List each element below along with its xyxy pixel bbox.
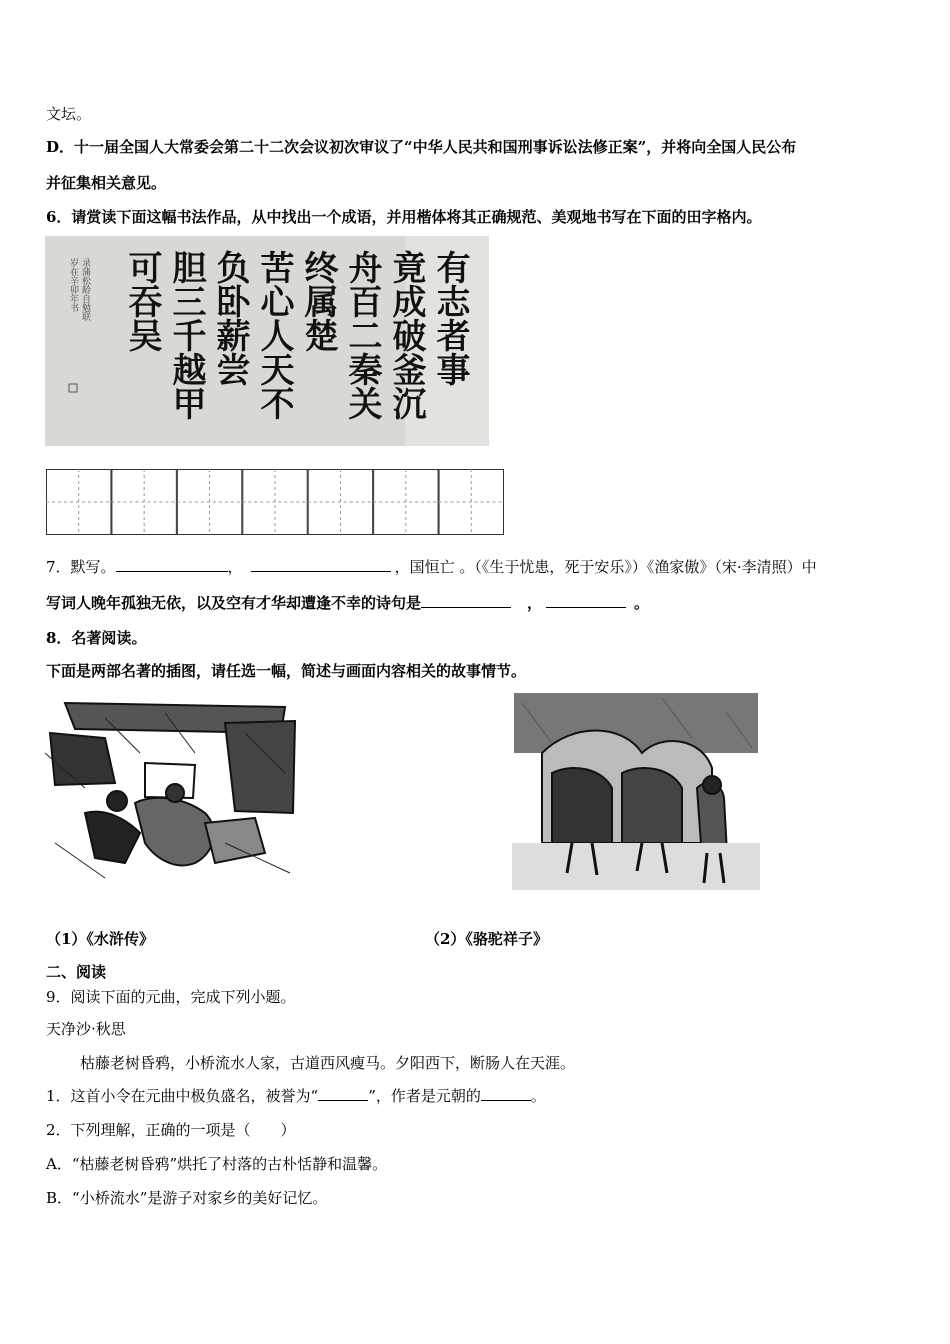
question-7-prompt: 7．默写。 (46, 558, 116, 576)
answer-blank-2[interactable] (251, 557, 391, 572)
text-line-3: 并征集相关意见。 (46, 174, 167, 192)
answer-blank-6[interactable] (481, 1086, 531, 1101)
subquestion-1-part-b: ”，作者是元朝的 (368, 1087, 481, 1105)
section-heading-reading: 二、阅读 (46, 963, 107, 981)
question-8-desc: 下面是两部名著的插图，请任选一幅，简述与画面内容相关的故事情节。 (46, 662, 527, 680)
calligraphy-inscription-2: 岁在辛卯年书 (68, 258, 78, 312)
option-d-label: D (46, 138, 60, 156)
calligraphy-column: 竟成破釜沉 (386, 250, 426, 420)
answer-blank-4[interactable] (546, 593, 626, 608)
calligraphy-column: 有志者事 (430, 250, 470, 386)
option-a[interactable]: A．“枯藤老树昏鸦”烘托了村落的古朴恬静和温馨。 (46, 1155, 388, 1173)
illustration-rickshaw-boy (512, 693, 760, 890)
subquestion-1-part-c: 。 (530, 1087, 546, 1105)
answer-blank-1[interactable] (116, 557, 228, 572)
calligraphy-column: 胆三千越甲 (166, 250, 206, 420)
question-9: 9．阅读下面的元曲，完成下列小题。 (46, 988, 296, 1006)
calligraphy-column: 终属楚 (298, 250, 338, 352)
caption-water-margin: （1）《水浒传》 (46, 930, 154, 948)
poem-body: 枯藤老树昏鸦，小桥流水人家，古道西风瘦马。夕阳西下，断肠人在天涯。 (80, 1054, 576, 1072)
subquestion-1 (46, 1086, 546, 1106)
poem-title: 天净沙·秋思 (46, 1020, 126, 1038)
calligraphy-column: 可吞吴 (122, 250, 162, 352)
question-6: 6．请赏读下面这幅书法作品，从中找出一个成语，并用楷体将其正确规范、美观地书写在下面的田字格内。 (46, 208, 762, 226)
illustration-water-margin (45, 693, 297, 883)
subquestion-2: 2．下列理解，正确的一项是（ ） (46, 1121, 296, 1139)
question-7-source: ，国恒亡 。（《生于忧患，死于安乐》）《渔家傲》（宋·李清照）中 (394, 558, 817, 576)
calligraphy-column: 舟百二秦关 (342, 250, 382, 420)
calligraphy-column: 苦心人天不 (254, 250, 294, 420)
caption-rickshaw-boy: （2）《骆驼祥子》 (425, 930, 548, 948)
writing-grid[interactable] (46, 469, 504, 535)
option-d-text: ．十一届全国人大常委会第二十二次会议初次审议了“中华人民共和国刑事诉讼法修正案”，并将向全国人民公布 (59, 138, 797, 156)
subquestion-1-part-a: 1．这首小令在元曲中极负盛名，被誉为“ (46, 1087, 319, 1105)
calligraphy-column: 负卧薪尝 (210, 250, 250, 386)
question-7-task: 写词人晚年孤独无依，以及空有才华却遭逢不幸的诗句是 (46, 594, 422, 612)
question-7-sep-2: ， (527, 594, 543, 612)
calligraphy-image (45, 236, 489, 446)
answer-blank-3[interactable] (421, 593, 511, 608)
question-8: 8．名著阅读。 (46, 629, 147, 647)
option-b[interactable]: B．“小桥流水”是游子对家乡的美好记忆。 (46, 1189, 328, 1207)
text-line-1: 文坛。 (46, 105, 92, 123)
calligraphy-inscription-1: 录蒲松龄自勉联 (80, 258, 90, 321)
answer-blank-5[interactable] (318, 1086, 368, 1101)
question-7-end: 。 (634, 594, 650, 612)
option-d (46, 137, 796, 157)
question-7-line-1 (46, 557, 817, 577)
question-7-line-2 (46, 593, 649, 613)
question-7-sep: ， (227, 558, 243, 576)
